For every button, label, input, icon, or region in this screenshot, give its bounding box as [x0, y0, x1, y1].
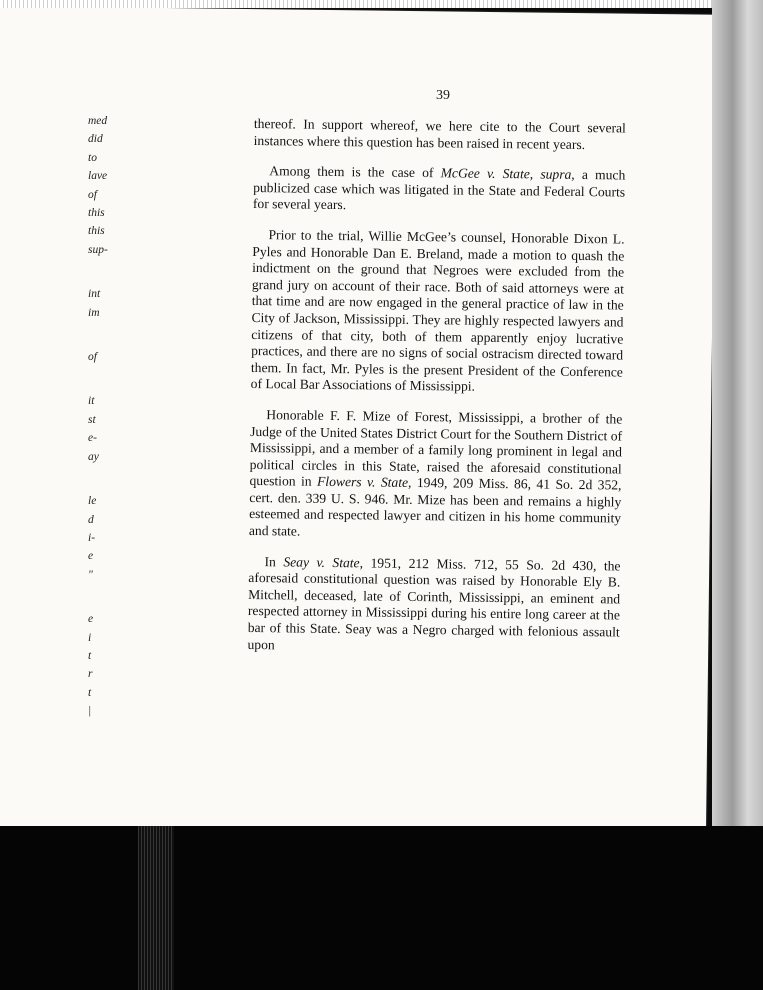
paragraph-text: a much publicized case which was litigated in the State and Federal Courts for several years. [252, 167, 626, 213]
paragraph-text: In [264, 553, 284, 570]
margin-fragment: it [88, 395, 95, 408]
paragraph [251, 227, 625, 397]
margin-fragment: d [88, 513, 94, 526]
margin-fragment: e [88, 613, 94, 626]
margin-fragment: this [88, 225, 105, 238]
paragraph-text: Among them is the case of [269, 163, 441, 181]
margin-fragment: of [88, 351, 97, 364]
margin-fragment: this [88, 207, 105, 220]
scan-top-edge [0, 0, 763, 8]
margin-fragment: t [88, 649, 92, 662]
margin-fragment-group [88, 610, 128, 720]
margin-fragment: e [88, 550, 94, 563]
paragraph [249, 407, 623, 544]
paragraph-text: 1949, 209 Miss. 86, 41 So. 2d 352, cert. den. 339 U. S. 946. Mr. Mize has been and remains a highly esteemed and respected lawyer and citizen in his home community and state. [248, 475, 622, 539]
margin-fragment: lave [88, 170, 108, 183]
case-citation: McGee v. State, supra, [440, 165, 575, 183]
margin-fragment: st [88, 413, 96, 426]
paragraph-text: thereof. In support whereof, we here cite to the Court several instances where this question has been raised in recent years. [253, 116, 626, 152]
margin-fragment: med [88, 115, 108, 127]
margin-fragment: ay [88, 450, 99, 463]
case-citation: Seay v. State, [283, 554, 364, 571]
scan-streak [138, 826, 174, 990]
margin-fragment: i- [88, 531, 96, 544]
margin-fragment-group [88, 285, 128, 322]
book-spine-edge [712, 0, 763, 830]
page-number: 39 [436, 88, 450, 103]
margin-fragment: t [88, 686, 92, 699]
paragraph [253, 163, 626, 217]
paragraph-text: Honorable F. F. Mize of Forest, Mississippi, a brother of the Judge of the United States District Court for the Southern District of Mississippi, and a member of a family long prominent in legal and political circles in this State, raised the aforesaid constitutional question in [249, 407, 623, 490]
margin-fragment: did [88, 133, 103, 146]
margin-fragment: " [88, 568, 93, 581]
paragraph [247, 554, 620, 658]
margin-fragment-group [88, 392, 128, 466]
margin-fragment: le [88, 495, 97, 508]
margin-fragment: sup- [88, 243, 108, 256]
paragraph-text: 1951, 212 Miss. 712, 55 So. 2d 430, the aforesaid constitutional question was raised by Honorable Ely B. Mitchell, deceased, late of Corinth, Mississippi, an eminent and respected attorney in Mississippi during his entire long career at the bar of this State. Seay was a Negro charged with felonious assault upon [247, 555, 621, 652]
case-citation: Flowers v. State, [316, 474, 412, 491]
margin-fragment: i [88, 631, 92, 644]
margin-fragment: r [88, 668, 93, 681]
paragraph-text: Prior to the trial, Willie McGee’s counsel, Honorable Dixon L. Pyles and Honorable Dan E. Breland, made a motion to quash the indictment on the ground that Negroes were excluded from the grand jury on account of their race. Both of said attorneys were at that time and are now engaged in the general practice of law in the City of Jackson, Mississippi. They are highly respected lawyers and citizens of that city, both of them apparently enjoy lucrative practices, and there are no signs of social ostracism directed toward them. In fact, Mr. Pyles is the present President of the Conference of Local Bar Associations of Mississippi. [250, 227, 625, 395]
margin-fragment-group [88, 492, 128, 584]
margin-fragment: | [88, 705, 92, 718]
margin-fragment: e- [88, 432, 97, 445]
paragraph [254, 116, 626, 154]
margin-fragment: to [88, 151, 97, 164]
margin-fragment: of [88, 188, 97, 201]
margin-bleed-text [88, 112, 128, 747]
margin-fragment: im [88, 306, 100, 319]
document-body [247, 116, 626, 672]
margin-fragment-group [88, 112, 128, 259]
scan-bottom-shadow [0, 826, 763, 990]
margin-fragment-group [88, 348, 128, 366]
margin-fragment: int [88, 288, 101, 301]
